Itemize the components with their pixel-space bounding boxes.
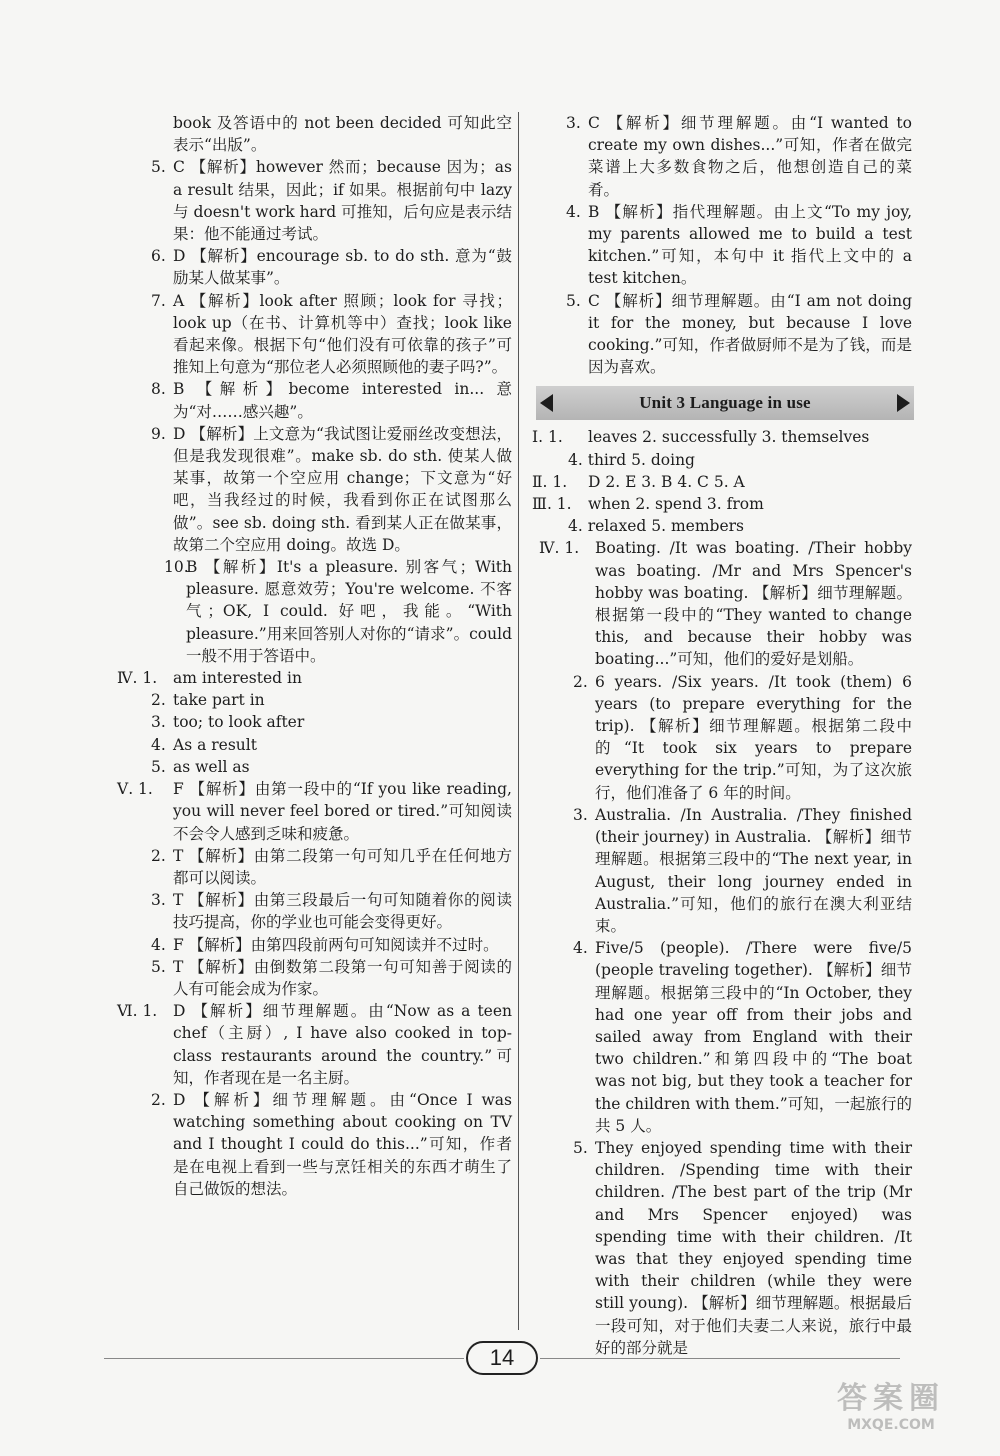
- watermark-en: MXQE.COM: [847, 1417, 935, 1433]
- column-divider: [518, 112, 519, 1330]
- item-number: 4.: [573, 939, 588, 958]
- answer-item: [532, 493, 912, 515]
- answer-item: [540, 671, 912, 804]
- item-text: 6 years. /Six years. /It took (them) 6 years (to prepare everything for the trip). 【解析】细节理解题。根据第二段中的“It took six years to prepare everything for the trip.”可知，为了这次旅行，他们准备了 6 年的时间。: [595, 672, 912, 802]
- item-number: Ⅳ. 1.: [117, 669, 158, 688]
- answer-item: [540, 201, 912, 290]
- item-number: 4.: [151, 735, 166, 754]
- item-number: 3.: [151, 891, 166, 910]
- item-text: Australia. /In Australia. /They finished (their journey) in Australia. 【解析】细节理解题。根据第三段中的“The next year, in August, their long journey ended in Australia.”可知，他们的旅行在澳大利亚结束。: [595, 805, 912, 935]
- item-number: 5.: [566, 291, 581, 310]
- answer-item: [540, 804, 912, 937]
- left-column: [117, 112, 512, 1200]
- item-text: C 【解析】however 然而；because 因为；as a result 结果，因此；if 如果。根据前句中 lazy 与 doesn't work hard 可推知，后句应是表示结果：他不能通过考试。: [173, 158, 512, 244]
- item-text: B 【解析】become interested in... 意为“对……感兴趣”。: [173, 380, 512, 421]
- item-text: B 【解析】指代理解题。由上文“To my joy, my parents allowed me to build a test kitchen.”可知，本句中 it 指代上文中的 a test kitchen。: [588, 202, 912, 288]
- item-text: As a result: [173, 735, 257, 754]
- item-number: 4.: [566, 202, 581, 221]
- answer-item: [540, 1137, 912, 1359]
- right-column: [532, 112, 912, 1359]
- answer-item: [117, 667, 512, 689]
- item-number: 7.: [151, 291, 166, 310]
- item-text: too; to look after: [173, 713, 305, 732]
- item-number: 5.: [573, 1138, 588, 1157]
- answer-item: [540, 449, 912, 471]
- right-items-bottom: [532, 426, 912, 1359]
- answer-item: [140, 956, 512, 1000]
- answer-item: [540, 112, 912, 201]
- item-number: 8.: [151, 380, 166, 399]
- answer-item: [140, 112, 512, 156]
- item-text: leaves 2. successfully 3. themselves: [588, 428, 870, 447]
- unit-title: Unit 3 Language in use: [639, 393, 811, 413]
- item-text: T 【解析】由倒数第二段第一句可知善于阅读的人有可能会成为作家。: [173, 957, 512, 998]
- answer-item: [532, 471, 912, 493]
- item-number: 10.: [164, 558, 189, 577]
- answer-item: [117, 1000, 512, 1089]
- item-text: Boating. /It was boating. /Their hobby was boating. /Mr and Mrs Spencer's hobby was boating. 【解析】细节理解题。根据第一段中的“They wanted to change this, and because their hobby was boating...”可知，他们的爱好是划船。: [595, 539, 912, 669]
- answer-item: [140, 756, 512, 778]
- item-text: when 2. spend 3. from: [588, 495, 764, 514]
- answer-item: [532, 426, 912, 448]
- answer-item: [140, 378, 512, 422]
- item-number: 5.: [151, 957, 166, 976]
- item-number: 6.: [151, 247, 166, 266]
- item-number: 4.: [151, 935, 166, 954]
- item-text: D 【解析】encourage sb. to do sth. 意为“鼓励某人做某事”。: [173, 247, 512, 288]
- item-number: 3.: [151, 713, 166, 732]
- answer-item: [140, 711, 512, 733]
- item-text: 4. third 5. doing: [568, 450, 695, 469]
- answer-item: [140, 290, 512, 379]
- item-text: B 【解析】It's a pleasure. 别客气；With pleasure. 愿意效劳；You're welcome. 不客气；OK, I could. 好吧，我能。“With pleasure.”用来回答别人对你的“请求”。could 一般不用于答语中。: [186, 558, 512, 665]
- item-number: 3.: [573, 805, 588, 824]
- item-number: 9.: [151, 424, 166, 443]
- item-number: Ⅵ. 1.: [117, 1002, 158, 1021]
- item-text: T 【解析】由第三段最后一句可知随着你的阅读技巧提高，你的学业也可能会变得更好。: [173, 891, 512, 932]
- answer-item: [540, 290, 912, 379]
- item-text: F 【解析】由第四段前两句可知阅读并不过时。: [173, 935, 499, 954]
- item-text: 4. relaxed 5. members: [568, 517, 745, 536]
- answer-item: [140, 156, 512, 245]
- answer-item: [140, 1089, 512, 1200]
- item-number: Ⅲ. 1.: [532, 495, 572, 514]
- item-text: am interested in: [173, 669, 302, 688]
- right-arrow-icon: [897, 394, 910, 412]
- item-text: Five/5 (people). /There were five/5 (people traveling together). 【解析】细节理解题。根据第三段中的“In October, they had one year off from their jobs and sailed away from England with their two children.”和第四段中的“The boat was not big, but they took a teacher for the children with them.”可知，一起旅行的共 5 人。: [595, 939, 912, 1135]
- answer-item: [540, 937, 912, 1137]
- item-text: F 【解析】由第一段中的“If you like reading, you will never feel bored or tired.”可知阅读不会令人感到乏味和疲惫。: [173, 780, 512, 843]
- item-text: book 及答语中的 not been decided 可知此空表示“出版”。: [173, 114, 512, 155]
- answer-item: [540, 515, 912, 537]
- item-text: D 【解析】上文意为“我试图让爱丽丝改变想法，但是我发现很难”。make sb. do sth. 使某人做某事，故第一个空应用 change；下文意为“好吧，当我经过的时候，我看到你正在试图那么做”。see sb. doing sth. 看到某人正在做某事，故第二个空应用 doing。故选 D。: [173, 424, 512, 554]
- answer-item: [140, 889, 512, 933]
- answer-item: [140, 245, 512, 289]
- answer-item: [140, 556, 512, 667]
- item-text: as well as: [173, 757, 250, 776]
- item-number: 3.: [566, 114, 581, 132]
- item-number: Ⅳ. 1.: [539, 539, 580, 558]
- answer-item: [140, 934, 512, 956]
- item-text: T 【解析】由第二段第一句可知几乎在任何地方都可以阅读。: [173, 846, 512, 887]
- watermark-cn: 答案圈: [837, 1381, 945, 1416]
- item-text: take part in: [173, 691, 265, 710]
- answer-item: [140, 845, 512, 889]
- item-text: D 【解析】细节理解题。由“Once I was watching something about cooking on TV and I thought I could do this...”可知，作者是在电视上看到一些与烹饪相关的东西才萌生了自己做饭的想法。: [173, 1090, 512, 1198]
- answer-item: [140, 689, 512, 711]
- item-text: They enjoyed spending time with their children. /Spending time with their children. /The best part of the trip (Mr and Mrs Spencer enjoyed) was spending time with their children. /It was that they enjoyed spending time with their children (while they were still young). 【解析】细节理解题。根据最后一段可知，对于他们夫妻二人来说，旅行中最好的部分就是: [595, 1138, 912, 1357]
- item-number: 2.: [573, 672, 588, 691]
- item-text: C 【解析】细节理解题。由“I wanted to create my own dishes...”可知，作者在做完菜谱上大多数食物之后，他想创造自己的菜肴。: [588, 114, 912, 199]
- item-number: Ⅴ. 1.: [117, 780, 153, 799]
- item-number: 2.: [151, 846, 166, 865]
- item-number: 5.: [151, 757, 166, 776]
- page-number: 14: [466, 1341, 538, 1375]
- item-text: D 2. E 3. B 4. C 5. A: [588, 472, 745, 491]
- item-number: 2.: [151, 1090, 166, 1109]
- watermark-logo: [796, 1381, 986, 1446]
- answer-item: [117, 778, 512, 845]
- unit-banner: [536, 386, 914, 420]
- left-arrow-icon: [540, 394, 553, 412]
- item-number: Ⅰ. 1.: [532, 428, 563, 447]
- item-text: D 【解析】细节理解题。由“Now as a teen chef（主厨）, I have also cooked in top-class restaurants around the country.”可知，作者现在是一名主厨。: [173, 1002, 512, 1087]
- item-number: 5.: [151, 158, 166, 177]
- item-text: C 【解析】细节理解题。由“I am not doing it for the money, but because I love cooking.”可知，作者做厨师不是为了钱，而是因为喜欢。: [588, 291, 912, 377]
- answer-item: [540, 537, 912, 670]
- item-number: 2.: [151, 691, 166, 710]
- answer-item: [140, 423, 512, 556]
- item-number: Ⅱ. 1.: [532, 472, 568, 491]
- right-items-top: [540, 112, 912, 378]
- answer-item: [140, 734, 512, 756]
- item-text: A 【解析】look after 照顾；look for 寻找；look up（在书、计算机等中）查找；look like 看起来像。根据下句“他们没有可依靠的孩子”可推知上句意为“那位老人必须照顾他的妻子吗?”。: [173, 291, 512, 377]
